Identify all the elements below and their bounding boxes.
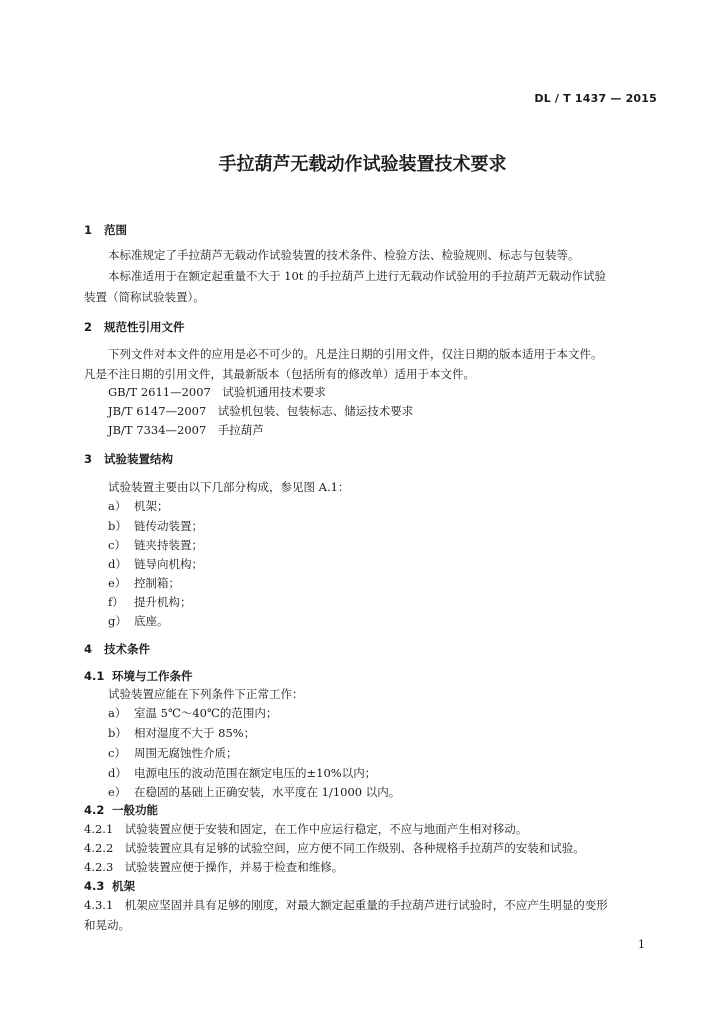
list-marker: f）: [108, 595, 124, 609]
reference-item: JB/T 6147—2007 试验机包装、包装标志、储运技术要求: [108, 404, 414, 418]
standard-code: DL / T 1437 — 2015: [534, 92, 657, 105]
section-1-heading: [84, 222, 127, 238]
list-text: 电源电压的波动范围在额定电压的±10%以内；: [134, 766, 377, 780]
paragraph: 本标准规定了手拉葫芦无载动作试验装置的技术条件、检验方法、检验规则、标志与包装等。: [108, 248, 580, 262]
list-marker: b）: [108, 726, 127, 740]
subsection-title: 机架: [112, 879, 135, 893]
subsection-title: 一般功能: [112, 803, 158, 817]
list-marker: d）: [108, 766, 127, 780]
section-title: 范围: [104, 223, 127, 237]
list-marker: a）: [108, 706, 127, 720]
page-number: 1: [638, 938, 645, 951]
list-text: 室温 5℃～40℃的范围内；: [134, 706, 278, 720]
paragraph: 装置（简称试验装置）。: [84, 290, 205, 304]
clause: 4.2.3 试验装置应便于操作，并易于检查和维修。: [84, 860, 344, 874]
clause: 4.2.1 试验装置应便于安装和固定，在工作中应运行稳定，不应与地面产生相对移动。: [84, 822, 528, 836]
section-4-heading: [84, 641, 150, 657]
reference-item: JB/T 7334—2007 手拉葫芦: [108, 423, 264, 437]
section-2-heading: [84, 319, 185, 335]
subsection-number: 4.2: [84, 803, 105, 817]
list-item: [108, 575, 180, 591]
list-item: [108, 725, 255, 741]
document-title: 手拉葫芦无载动作试验装置技术要求: [218, 154, 507, 175]
list-item: [108, 556, 203, 572]
list-marker: g）: [108, 614, 127, 628]
list-item: [108, 745, 238, 761]
subsection-4-3-heading: [84, 878, 135, 894]
list-text: 机架；: [134, 499, 169, 513]
list-text: 在稳固的基础上正确安装，水平度在 1/1000 以内。: [134, 785, 401, 799]
list-item: [108, 594, 192, 610]
subsection-4-2-heading: [84, 802, 158, 818]
list-item: [108, 705, 277, 721]
subsection-4-1-heading: [84, 668, 193, 684]
paragraph: 试验装置应能在下列条件下正常工作：: [108, 687, 304, 701]
section-number: 1: [84, 223, 93, 237]
paragraph: 凡是不注日期的引用文件，其最新版本（包括所有的修改单）适用于本文件。: [84, 367, 475, 381]
list-marker: e）: [108, 576, 127, 590]
list-text: 底座。: [134, 614, 169, 628]
list-text: 周围无腐蚀性介质；: [134, 746, 238, 760]
subsection-number: 4.1: [84, 669, 105, 683]
section-title: 试验装置结构: [104, 452, 173, 466]
section-3-heading: [84, 451, 173, 467]
clause: 4.3.1 机架应坚固并具有足够的刚度，对最大额定起重量的手拉葫芦进行试验时，不应产生明显的变形: [84, 898, 608, 912]
list-marker: a）: [108, 499, 127, 513]
list-text: 相对湿度不大于 85%；: [134, 726, 256, 740]
section-title: 规范性引用文件: [104, 320, 185, 334]
list-item: [108, 784, 400, 800]
paragraph: 本标准适用于在额定起重量不大于 10t 的手拉葫芦上进行无载动作试验用的手拉葫芦无载动作试验: [108, 269, 607, 283]
list-text: 链导向机构；: [134, 557, 203, 571]
list-item: [108, 765, 376, 781]
subsection-title: 环境与工作条件: [112, 669, 193, 683]
list-text: 链传动装置；: [134, 519, 203, 533]
list-item: [108, 613, 169, 629]
list-marker: c）: [108, 538, 126, 552]
list-text: 控制箱；: [134, 576, 180, 590]
list-text: 链夹持装置；: [134, 538, 203, 552]
list-item: [108, 537, 203, 553]
section-number: 4: [84, 642, 93, 656]
clause: 和晃动。: [84, 918, 130, 932]
subsection-number: 4.3: [84, 879, 105, 893]
list-marker: e）: [108, 785, 127, 799]
clause: 4.2.2 试验装置应具有足够的试验空间，应方便不同工作级别、各种规格手拉葫芦的安装和试验。: [84, 841, 585, 855]
section-title: 技术条件: [104, 642, 150, 656]
list-item: [108, 498, 169, 514]
list-marker: c）: [108, 746, 126, 760]
section-number: 3: [84, 452, 93, 466]
list-marker: b）: [108, 519, 127, 533]
paragraph: 下列文件对本文件的应用是必不可少的。凡是注日期的引用文件，仅注日期的版本适用于本文件。: [108, 347, 603, 361]
reference-item: GB/T 2611—2007 试验机通用技术要求: [108, 385, 326, 399]
list-text: 提升机构；: [134, 595, 192, 609]
section-number: 2: [84, 320, 93, 334]
list-item: [108, 518, 203, 534]
list-marker: d）: [108, 557, 127, 571]
paragraph: 试验装置主要由以下几部分构成，参见图 A.1：: [108, 480, 350, 494]
